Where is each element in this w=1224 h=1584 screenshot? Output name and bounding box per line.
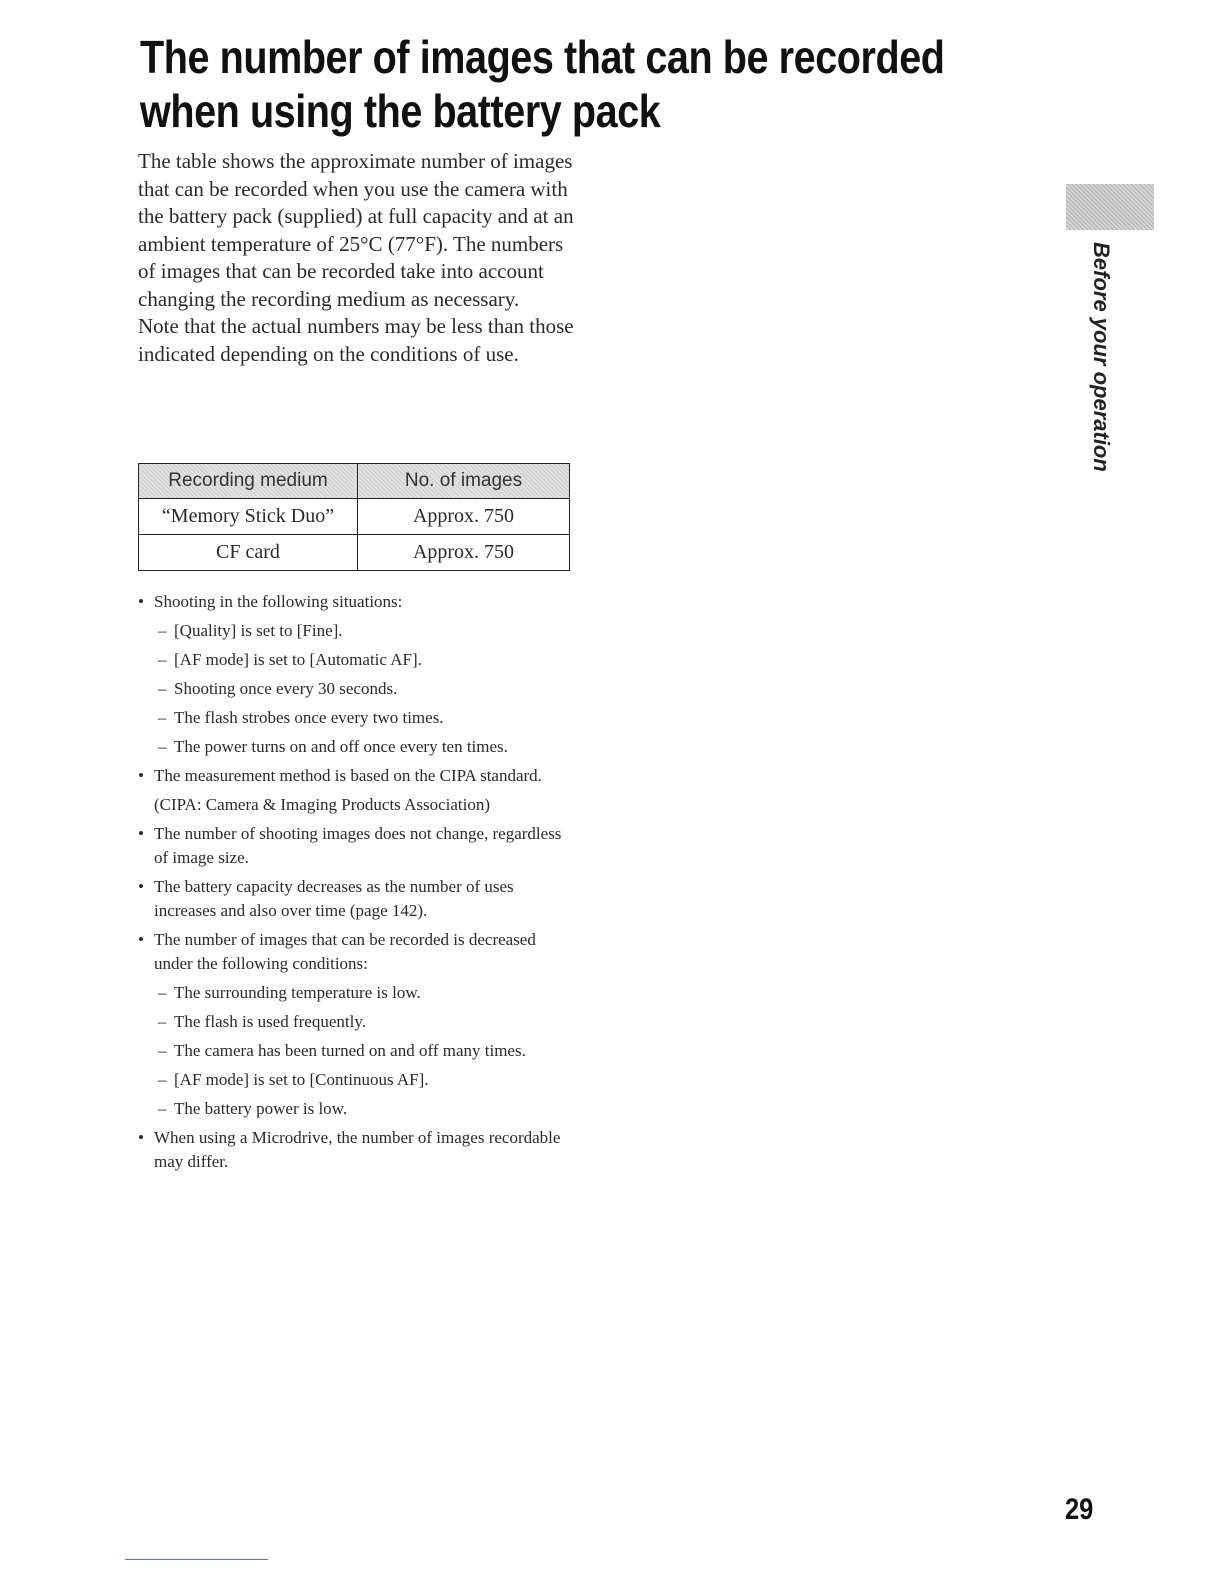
page-title xyxy=(140,30,945,138)
footer-rule xyxy=(125,1559,268,1560)
sub-item xyxy=(154,735,578,759)
note-text: When using a Microdrive, the number of images recordable may differ. xyxy=(154,1128,561,1171)
dash-mark: – xyxy=(158,708,167,727)
dash-mark: – xyxy=(158,983,167,1002)
note-item xyxy=(138,928,578,1121)
bullet-mark: • xyxy=(138,1128,144,1147)
note-item xyxy=(138,764,578,817)
intro-text xyxy=(138,148,578,368)
recording-media-table xyxy=(138,463,570,571)
note-item xyxy=(138,590,578,759)
sub-item-text: The battery power is low. xyxy=(174,1099,348,1118)
bullet-mark: • xyxy=(138,930,144,949)
bullet-mark: • xyxy=(138,766,144,785)
table-cell-medium: “Memory Stick Duo” xyxy=(139,499,358,535)
table-row xyxy=(139,499,570,535)
sub-item-text: [AF mode] is set to [Continuous AF]. xyxy=(174,1070,429,1089)
dash-mark: – xyxy=(158,650,167,669)
sub-item-text: The flash is used frequently. xyxy=(174,1012,366,1031)
section-side-label: Before your operation xyxy=(1089,242,1114,472)
sub-item xyxy=(154,677,578,701)
page-number: 29 xyxy=(1065,1493,1094,1526)
bullet-mark: • xyxy=(138,877,144,896)
bullet-mark: • xyxy=(138,824,144,843)
dash-mark: – xyxy=(158,1070,167,1089)
sub-item-text: [AF mode] is set to [Automatic AF]. xyxy=(174,650,422,669)
note-item xyxy=(138,875,578,923)
page-title-line-2: when using the battery pack xyxy=(140,85,661,137)
header-number-of-images: No. of images xyxy=(358,464,570,499)
note-item xyxy=(138,1126,578,1174)
table-cell-count: Approx. 750 xyxy=(358,535,570,571)
note-extra-text: (CIPA: Camera & Imaging Products Association) xyxy=(154,795,491,814)
intro-paragraph-2: Note that the actual numbers may be less than those indicated depending on the conditions of use. xyxy=(138,314,574,366)
bullet-mark: • xyxy=(138,592,144,611)
section-tab-marker xyxy=(1066,184,1154,230)
dash-mark: – xyxy=(158,737,167,756)
dash-mark: – xyxy=(158,679,167,698)
sub-item xyxy=(154,648,578,672)
sub-item-text: The power turns on and off once every ten times. xyxy=(174,737,508,756)
dash-mark: – xyxy=(158,1041,167,1060)
dash-mark: – xyxy=(158,621,167,640)
note-text: The number of shooting images does not change, regardless of image size. xyxy=(154,824,562,867)
sub-item xyxy=(154,1039,578,1063)
dash-mark: – xyxy=(158,1012,167,1031)
note-item xyxy=(138,822,578,870)
notes-list xyxy=(138,590,578,1179)
note-text: The number of images that can be recorded is decreased under the following conditions: xyxy=(154,930,536,973)
table-row xyxy=(139,535,570,571)
dash-mark: – xyxy=(158,1099,167,1118)
intro-paragraph-1: The table shows the approximate number of images that can be recorded when you use the camera with the battery pack (supplied) at full capacity and at an ambient temperature of 25°C (77°F). The numbers of images that can be recorded take into account changing the recording medium as necessary. xyxy=(138,149,574,311)
sub-item-text: The surrounding temperature is low. xyxy=(174,983,421,1002)
table-header-row xyxy=(139,464,570,499)
table-cell-medium: CF card xyxy=(139,535,358,571)
sub-item xyxy=(154,706,578,730)
header-recording-medium: Recording medium xyxy=(139,464,358,499)
sub-item xyxy=(154,1097,578,1121)
sub-item xyxy=(154,981,578,1005)
sub-item-text: [Quality] is set to [Fine]. xyxy=(174,621,343,640)
sub-item-text: The flash strobes once every two times. xyxy=(174,708,444,727)
sub-item xyxy=(154,1010,578,1034)
sub-item-text: The camera has been turned on and off many times. xyxy=(174,1041,526,1060)
note-text: The battery capacity decreases as the number of uses increases and also over time (page 142). xyxy=(154,877,514,920)
sub-item-text: Shooting once every 30 seconds. xyxy=(174,679,398,698)
table-cell-count: Approx. 750 xyxy=(358,499,570,535)
sub-item xyxy=(154,1068,578,1092)
note-text: The measurement method is based on the CIPA standard. xyxy=(154,766,542,785)
page-title-line-1: The number of images that can be recorded xyxy=(140,31,945,83)
sub-list xyxy=(154,619,578,759)
sub-item xyxy=(154,619,578,643)
sub-list xyxy=(154,981,578,1121)
note-text: Shooting in the following situations: xyxy=(154,592,403,611)
